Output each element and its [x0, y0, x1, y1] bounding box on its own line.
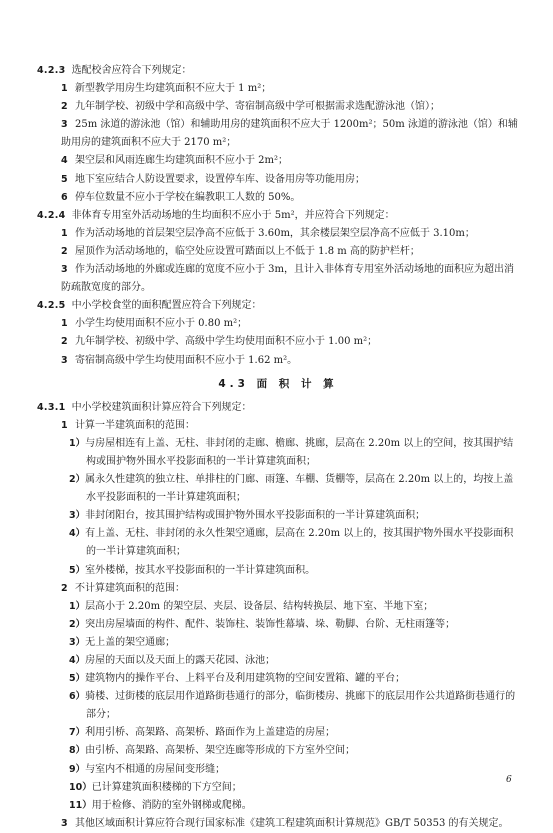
- clause-text: 中小学校食堂的面积配置应符合下列规定：: [71, 300, 262, 312]
- list-item: [37, 417, 519, 435]
- item-text: 新型教学用房生均建筑面积不应大于 1 m²；: [75, 83, 272, 95]
- item-number: 2: [61, 336, 68, 348]
- sub-item-number: 2）: [69, 618, 86, 630]
- item-number: 2: [61, 101, 68, 113]
- list-item: [37, 315, 519, 333]
- clause-number: 4.2.3: [37, 65, 66, 76]
- item-text: 其他区域面积计算应符合现行国家标准《建筑工程建筑面积计算规范》GB/T 50353 的有关规定。: [75, 817, 509, 829]
- item-text: 寄宿制高级中学生均使用面积不应小于 1.62 m²。: [75, 354, 298, 366]
- section-title: 4.3 面 积 计 算: [218, 377, 338, 390]
- item-text: 小学生均使用面积不应小于 0.80 m²；: [75, 318, 248, 330]
- clause-text: 选配校舍应符合下列规定：: [71, 65, 192, 76]
- clause-number: 4.2.5: [37, 300, 66, 312]
- list-item: [37, 580, 519, 598]
- item-number: 6: [61, 191, 68, 203]
- item-text: 作为活动场地的外廊或连廊的宽度不应小于 3m，且计入非体育专用室外活动场地的面积应为超出消防疏散宽度的部分。: [61, 264, 515, 294]
- sub-item-text: 非封闭阳台，按其围护结构或围护物外围水平投影面积的一半计算建筑面积；: [85, 510, 426, 522]
- item-number: 3: [61, 354, 68, 366]
- sub-item: [54, 797, 519, 815]
- sub-item: [54, 652, 519, 670]
- sub-item: [54, 761, 519, 779]
- sub-item-number: 1）: [69, 437, 86, 449]
- sub-item-text: 与房屋相连有上盖、无柱、非封闭的走廊、檐廊、挑廊，层高在 2.20m 以上的空间，按其围护结构或围护物外围水平投影面积的一半计算建筑面积；: [85, 437, 514, 467]
- sub-item: [54, 634, 519, 652]
- sub-item: [54, 507, 519, 525]
- item-number: 2: [61, 582, 68, 594]
- sub-item-text: 层高小于 2.20m 的架空层、夹层、设备层、结构转换层、地下室、半地下室；: [85, 600, 434, 612]
- sub-item-text: 骑楼、过街楼的底层用作道路街巷通行的部分，临街楼房、挑廊下的底层用作公共道路街巷通行的部分；: [85, 691, 516, 721]
- list-item: [37, 98, 519, 116]
- item-number: 1: [61, 227, 68, 239]
- item-number: 2: [61, 245, 68, 257]
- sub-item: [54, 688, 519, 724]
- list-item: [37, 243, 519, 261]
- item-number: 5: [61, 173, 68, 185]
- list-item: [37, 189, 519, 207]
- sub-item-text: 突出房屋墙面的构件、配件、装饰柱、装饰性幕墙、垛、勒脚、台阶、无柱雨篷等；: [85, 618, 456, 630]
- document-body: [37, 62, 519, 833]
- sub-item-text: 已计算建筑面积楼梯的下方空间；: [91, 781, 242, 793]
- sub-item: [54, 562, 519, 580]
- list-item: [37, 261, 519, 297]
- sub-item-text: 建筑物内的操作平台、上料平台及利用建筑物的空间安置箱、罐的平台；: [85, 673, 406, 685]
- item-number: 3: [61, 817, 68, 829]
- sub-item: [54, 525, 519, 561]
- page-number: 6: [506, 775, 512, 785]
- clause-4-2-4: [37, 207, 519, 225]
- item-number: 1: [61, 318, 68, 330]
- sub-item: [54, 616, 519, 634]
- sub-item-number: 2）: [69, 474, 86, 486]
- item-text: 25m 泳道的游泳池（馆）和辅助用房的建筑面积不应大于 1200m²；50m 泳道的游泳池（馆）和辅助用房的建筑面积不应大于 2170 m²；: [61, 119, 518, 149]
- clause-text: 非体育专用室外活动场地的生均面积不应小于 5m²，并应符合下列规定：: [71, 209, 395, 221]
- item-text: 作为活动场地的首层架空层净高不应低于 3.60m，其余楼层架空层净高不应低于 3.10m；: [75, 227, 475, 239]
- sub-item-number: 1）: [69, 600, 86, 612]
- sub-item-text: 无上盖的架空通廊；: [85, 636, 176, 648]
- clause-4-2-5: [37, 297, 519, 315]
- item-text: 九年制学校、初级中学、高级中学生均使用面积不应小于 1.00 m²；: [75, 336, 378, 348]
- sub-item-number: 5）: [69, 564, 86, 576]
- item-number: 3: [61, 119, 68, 131]
- list-item: [37, 152, 519, 170]
- clause-number: 4.2.4: [37, 209, 66, 221]
- sub-item-text: 用于检修、消防的室外钢梯或爬梯。: [91, 799, 252, 811]
- sub-item-number: 4）: [69, 655, 86, 666]
- item-text: 计算一半建筑面积的范围：: [75, 419, 195, 431]
- sub-list-half-area: [37, 435, 519, 580]
- sub-item: [54, 724, 519, 742]
- sub-item-text: 房屋的天面以及天面上的露天花园、泳池；: [85, 655, 276, 666]
- list-item: [37, 80, 519, 98]
- sub-item-number: 3）: [69, 510, 86, 522]
- sub-item-number: 11）: [69, 799, 92, 811]
- sub-item-number: 8）: [69, 745, 86, 757]
- list-item: [37, 225, 519, 243]
- sub-item-number: 4）: [69, 528, 86, 540]
- sub-item: [54, 471, 519, 507]
- sub-item-text: 由引桥、高架路、高架桥、架空连廊等形成的下方室外空间；: [85, 745, 356, 757]
- sub-item-text: 与室内不相通的房屋间变形缝；: [85, 763, 226, 775]
- sub-item: [54, 779, 519, 797]
- sub-item: [54, 742, 519, 760]
- sub-item-text: 室外楼梯，按其水平投影面积的一半计算建筑面积。: [85, 564, 316, 576]
- sub-item-number: 3）: [69, 636, 86, 648]
- item-number: 1: [61, 83, 68, 95]
- item-text: 停车位数量不应小于学校在编教职工人数的 50%。: [75, 191, 301, 203]
- clause-number: 4.3.1: [37, 401, 66, 413]
- list-item: [37, 352, 519, 370]
- sub-item-text: 属永久性建筑的独立柱、单排柱的门廊、雨篷、车棚、货棚等，层高在 2.20m 以上的，均按上盖水平投影面积的一半计算建筑面积；: [85, 474, 514, 504]
- list-item: [37, 333, 519, 351]
- sub-item-number: 6）: [69, 691, 86, 703]
- sub-item-number: 9）: [69, 763, 86, 775]
- clause-4-2-3: [37, 62, 519, 80]
- list-item: [37, 116, 519, 152]
- clause-text: 中小学校建筑面积计算应符合下列规定：: [71, 401, 252, 413]
- sub-item: [54, 670, 519, 688]
- sub-item-number: 5）: [69, 673, 86, 685]
- list-item: [37, 815, 519, 833]
- item-number: 4: [61, 155, 68, 167]
- item-text: 不计算建筑面积的范围：: [75, 582, 185, 594]
- list-item: [37, 171, 519, 189]
- sub-item-text: 有上盖、无柱、非封闭的永久性架空通廊，层高在 2.20m 以上的，按其围护物外围水平投影面积的一半计算建筑面积；: [85, 528, 514, 558]
- item-number: 3: [61, 264, 68, 276]
- item-number: 1: [61, 419, 68, 431]
- sub-item-text: 利用引桥、高架路、高架桥、路面作为上盖建造的房屋；: [85, 727, 336, 739]
- item-text: 架空层和风雨连廊生均建筑面积不应小于 2m²；: [75, 155, 289, 167]
- item-text: 地下室应结合人防设置要求，设置停车库、设备用房等功能用房；: [75, 173, 365, 185]
- item-text: 九年制学校、初级中学和高级中学、寄宿制高级中学可根据需求选配游泳池（馆）；: [75, 101, 440, 113]
- sub-item: [54, 598, 519, 616]
- item-text: 屋顶作为活动场地的，临空处应设置可踏面以上不低于 1.8 m 高的防护栏杆；: [75, 245, 420, 257]
- clause-4-3-1: [37, 399, 519, 417]
- sub-item-number: 7）: [69, 727, 86, 739]
- sub-item-number: 10）: [69, 781, 92, 793]
- sub-item: [54, 435, 519, 471]
- sub-list-excluded-area: [37, 598, 519, 815]
